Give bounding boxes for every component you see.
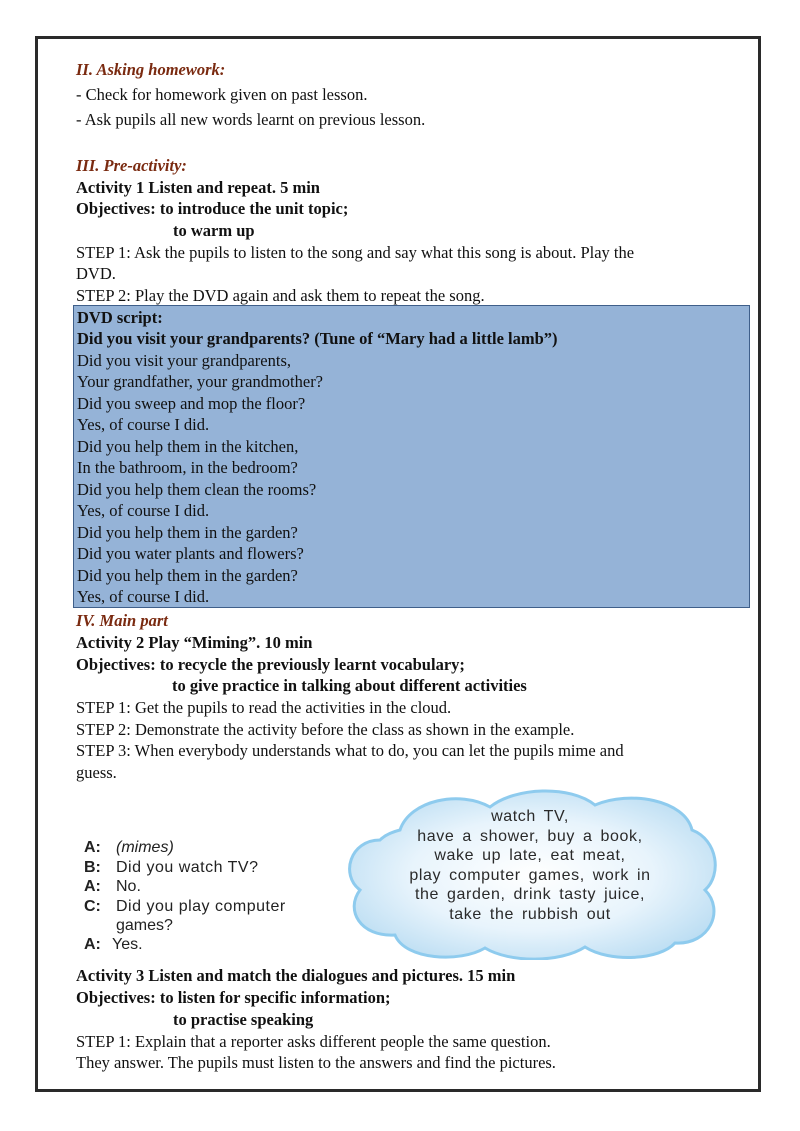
cloud-line: wake up late, eat meat,: [434, 847, 626, 864]
activity-1-title: Activity 1 Listen and repeat. 5 min: [76, 178, 320, 197]
activity-1-objectives: Objectives: to introduce the unit topic;: [76, 199, 349, 218]
song-line: Did you visit your grandparents,: [77, 351, 292, 370]
song-line: Did you help them in the garden?: [77, 566, 298, 585]
activity-3-step-1-cont: They answer. The pupils must listen to the answers and find the pictures.: [76, 1053, 556, 1072]
section-heading-main-part: IV. Main part: [76, 611, 168, 630]
activity-1-step-1: STEP 1: Ask the pupils to listen to the song and say what this song is about. Play the: [76, 243, 635, 262]
dialogue-line: [84, 897, 286, 916]
activity-2-step-3-cont: guess.: [76, 763, 117, 782]
dialogue-line: [84, 877, 141, 896]
dialogue-text: games?: [116, 917, 173, 934]
homework-line-2: - Ask pupils all new words learnt on previous lesson.: [76, 110, 426, 129]
song-line: In the bathroom, in the bedroom?: [77, 458, 298, 477]
dialogue-text: Did you watch TV?: [116, 859, 259, 876]
dialogue-text: Did you play computer: [116, 898, 286, 915]
activity-1-step-2: STEP 2: Play the DVD again and ask them to repeat the song.: [76, 286, 485, 305]
cloud-line: take the rubbish out: [449, 906, 611, 923]
dialogue-line: [84, 935, 143, 954]
song-line: Yes, of course I did.: [77, 501, 210, 520]
dvd-script-label: DVD script:: [77, 308, 163, 327]
cloud-line: have a shower, buy a book,: [417, 828, 643, 845]
activity-2-step-3: STEP 3: When everybody understands what to do, you can let the pupils mime and: [76, 741, 624, 760]
activity-1-objectives-cont: to warm up: [173, 221, 255, 240]
song-line: Did you water plants and flowers?: [77, 544, 304, 563]
section-heading-pre-activity: III. Pre-activity:: [76, 156, 187, 175]
activity-cloud: [340, 785, 720, 960]
activity-3-title: Activity 3 Listen and match the dialogues and pictures. 15 min: [76, 966, 516, 985]
activity-3-step-1: STEP 1: Explain that a reporter asks different people the same question.: [76, 1032, 551, 1051]
activity-2-step-2: STEP 2: Demonstrate the activity before the class as shown in the example.: [76, 720, 575, 739]
dialogue-line: [84, 858, 259, 877]
dialogue-line: [84, 838, 174, 857]
dialogue-text: No.: [116, 878, 141, 895]
cloud-line: watch TV,: [491, 808, 569, 825]
activity-2-title: Activity 2 Play “Miming”. 10 min: [76, 633, 313, 652]
dialogue-speaker: B:: [84, 859, 101, 876]
activity-2-step-1: STEP 1: Get the pupils to read the activities in the cloud.: [76, 698, 452, 717]
song-line: Did you help them clean the rooms?: [77, 480, 317, 499]
song-line: Yes, of course I did.: [77, 587, 210, 606]
cloud-line: play computer games, work in: [409, 867, 651, 884]
dvd-song-title: Did you visit your grandparents? (Tune of “Mary had a little lamb”): [77, 329, 558, 348]
homework-line-1: - Check for homework given on past lesson.: [76, 85, 368, 104]
section-heading-homework: II. Asking homework:: [76, 60, 226, 79]
dialogue-speaker: C:: [84, 898, 101, 915]
song-line: Your grandfather, your grandmother?: [77, 372, 324, 391]
dialogue-speaker: A:: [84, 839, 101, 856]
activity-2-objectives-cont: to give practice in talking about different activities: [172, 676, 527, 695]
song-line: Yes, of course I did.: [77, 415, 210, 434]
activity-3-objectives-cont: to practise speaking: [173, 1010, 314, 1029]
activity-3-objectives: Objectives: to listen for specific information;: [76, 988, 391, 1007]
dialogue-speaker: A:: [84, 936, 101, 953]
dialogue-text: (mimes): [116, 839, 174, 856]
dialogue-line: [84, 916, 173, 935]
cloud-line: the garden, drink tasty juice,: [414, 886, 646, 903]
dialogue-text: Yes.: [112, 936, 143, 953]
activity-1-step-1-cont: DVD.: [76, 264, 116, 283]
dialogue-speaker: A:: [84, 878, 101, 895]
activity-2-objectives: Objectives: to recycle the previously learnt vocabulary;: [76, 655, 465, 674]
song-line: Did you help them in the kitchen,: [77, 437, 299, 456]
dvd-script-box: [73, 305, 750, 608]
song-line: Did you help them in the garden?: [77, 523, 298, 542]
song-line: Did you sweep and mop the floor?: [77, 394, 306, 413]
